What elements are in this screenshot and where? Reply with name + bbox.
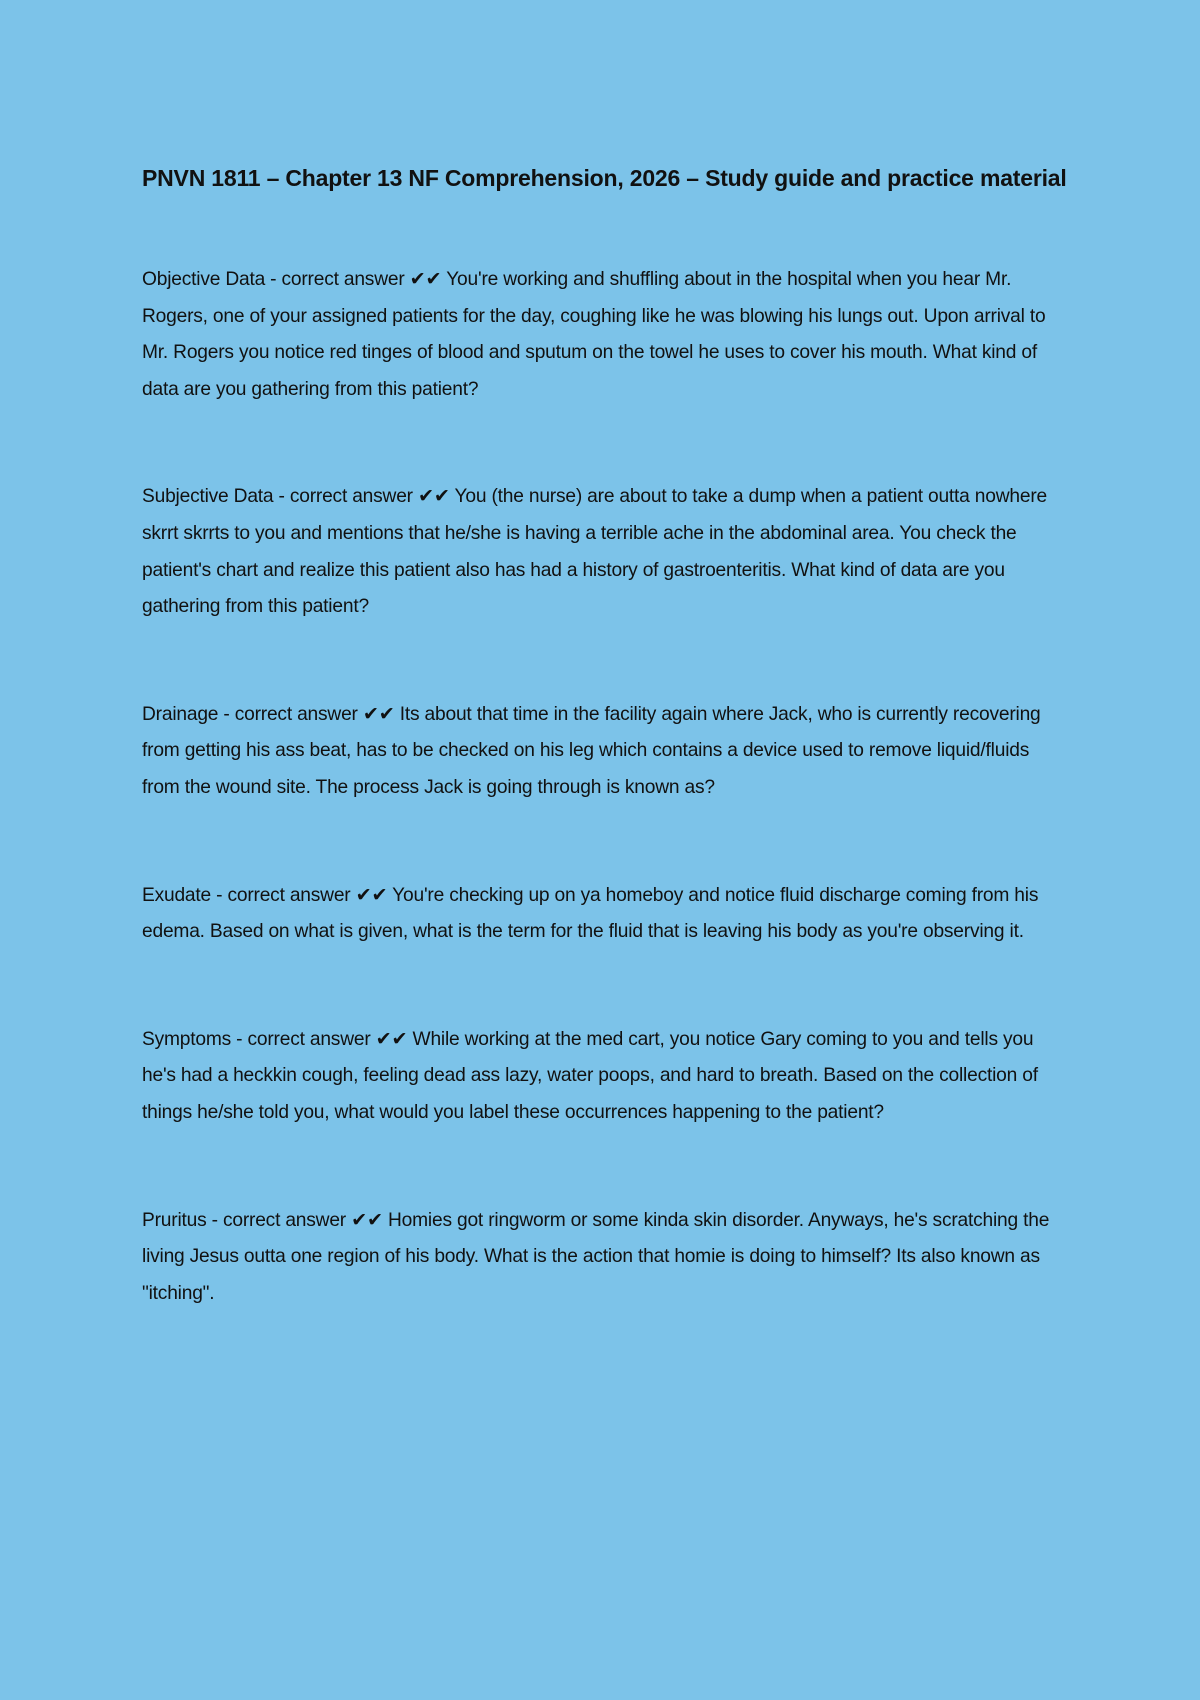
- qa-separator: - correct answer ✔✔: [265, 269, 447, 290]
- qa-term: Subjective Data: [142, 486, 274, 508]
- qa-entry-symptoms: [142, 1022, 1067, 1132]
- qa-term: Exudate: [142, 884, 212, 906]
- qa-entry-exudate: [142, 878, 1067, 951]
- qa-separator: - correct answer ✔✔: [231, 1028, 413, 1050]
- qa-term: Pruritus: [142, 1209, 207, 1231]
- qa-entry-subjective-data: [142, 479, 1067, 625]
- qa-entry-drainage: [142, 697, 1067, 807]
- qa-separator: - correct answer ✔✔: [273, 486, 455, 508]
- qa-separator: - correct answer ✔✔: [206, 1209, 389, 1231]
- qa-list: [142, 262, 1067, 1312]
- qa-entry-pruritus: [142, 1203, 1067, 1313]
- qa-term: Symptoms: [142, 1028, 232, 1050]
- document-title: PNVN 1811 – Chapter 13 NF Comprehension, 2026 – Study guide and practice material: [142, 165, 1067, 191]
- qa-term: Objective Data: [142, 269, 266, 290]
- qa-text: Homies got ringworm or some kinda skin disorder. Anyways, he's scratching the living Jesus outta one region of his body. What is the action that homie is doing to himself? Its also known as "itching".: [142, 1209, 1050, 1304]
- qa-text: Its about that time in the facility again where Jack, who is currently recovering from getting his ass beat, has to be checked on his leg which contains a device used to remove liquid/fluids from the wound site. The process Jack is going through is known as?: [142, 703, 1041, 798]
- qa-term: Drainage: [142, 703, 219, 725]
- qa-text: You're checking up on ya homeboy and notice fluid discharge coming from his edema. Based on what is given, what is the term for the fluid that is leaving his body as you're observing it.: [142, 884, 1039, 943]
- qa-text: While working at the med cart, you notice Gary coming to you and tells you he's had a heckkin cough, feeling dead ass lazy, water poops, and hard to breath. Based on the collection of things he/she told you, what would you label these occurrences happening to the patient?: [142, 1028, 1038, 1123]
- qa-entry-objective-data: [142, 262, 1067, 408]
- qa-text: You (the nurse) are about to take a dump when a patient outta nowhere skrrt skrrts to you and mentions that he/she is having a terrible ache in the abdominal area. You check the patient's chart and realize this patient also has had a history of gastroenteritis. What kind of data are you gathering from this patient?: [142, 486, 1047, 618]
- qa-text: You're working and shuffling about in the hospital when you hear Mr. Rogers, one of your assigned patients for the day, coughing like he was blowing his lungs out. Upon arrival to Mr. Rogers you notice red tinges of blood and sputum on the towel he uses to cover his mouth. What kind of data are you gathering from this patient?: [142, 269, 1046, 400]
- qa-separator: - correct answer ✔✔: [211, 884, 393, 906]
- qa-separator: - correct answer ✔✔: [218, 703, 400, 725]
